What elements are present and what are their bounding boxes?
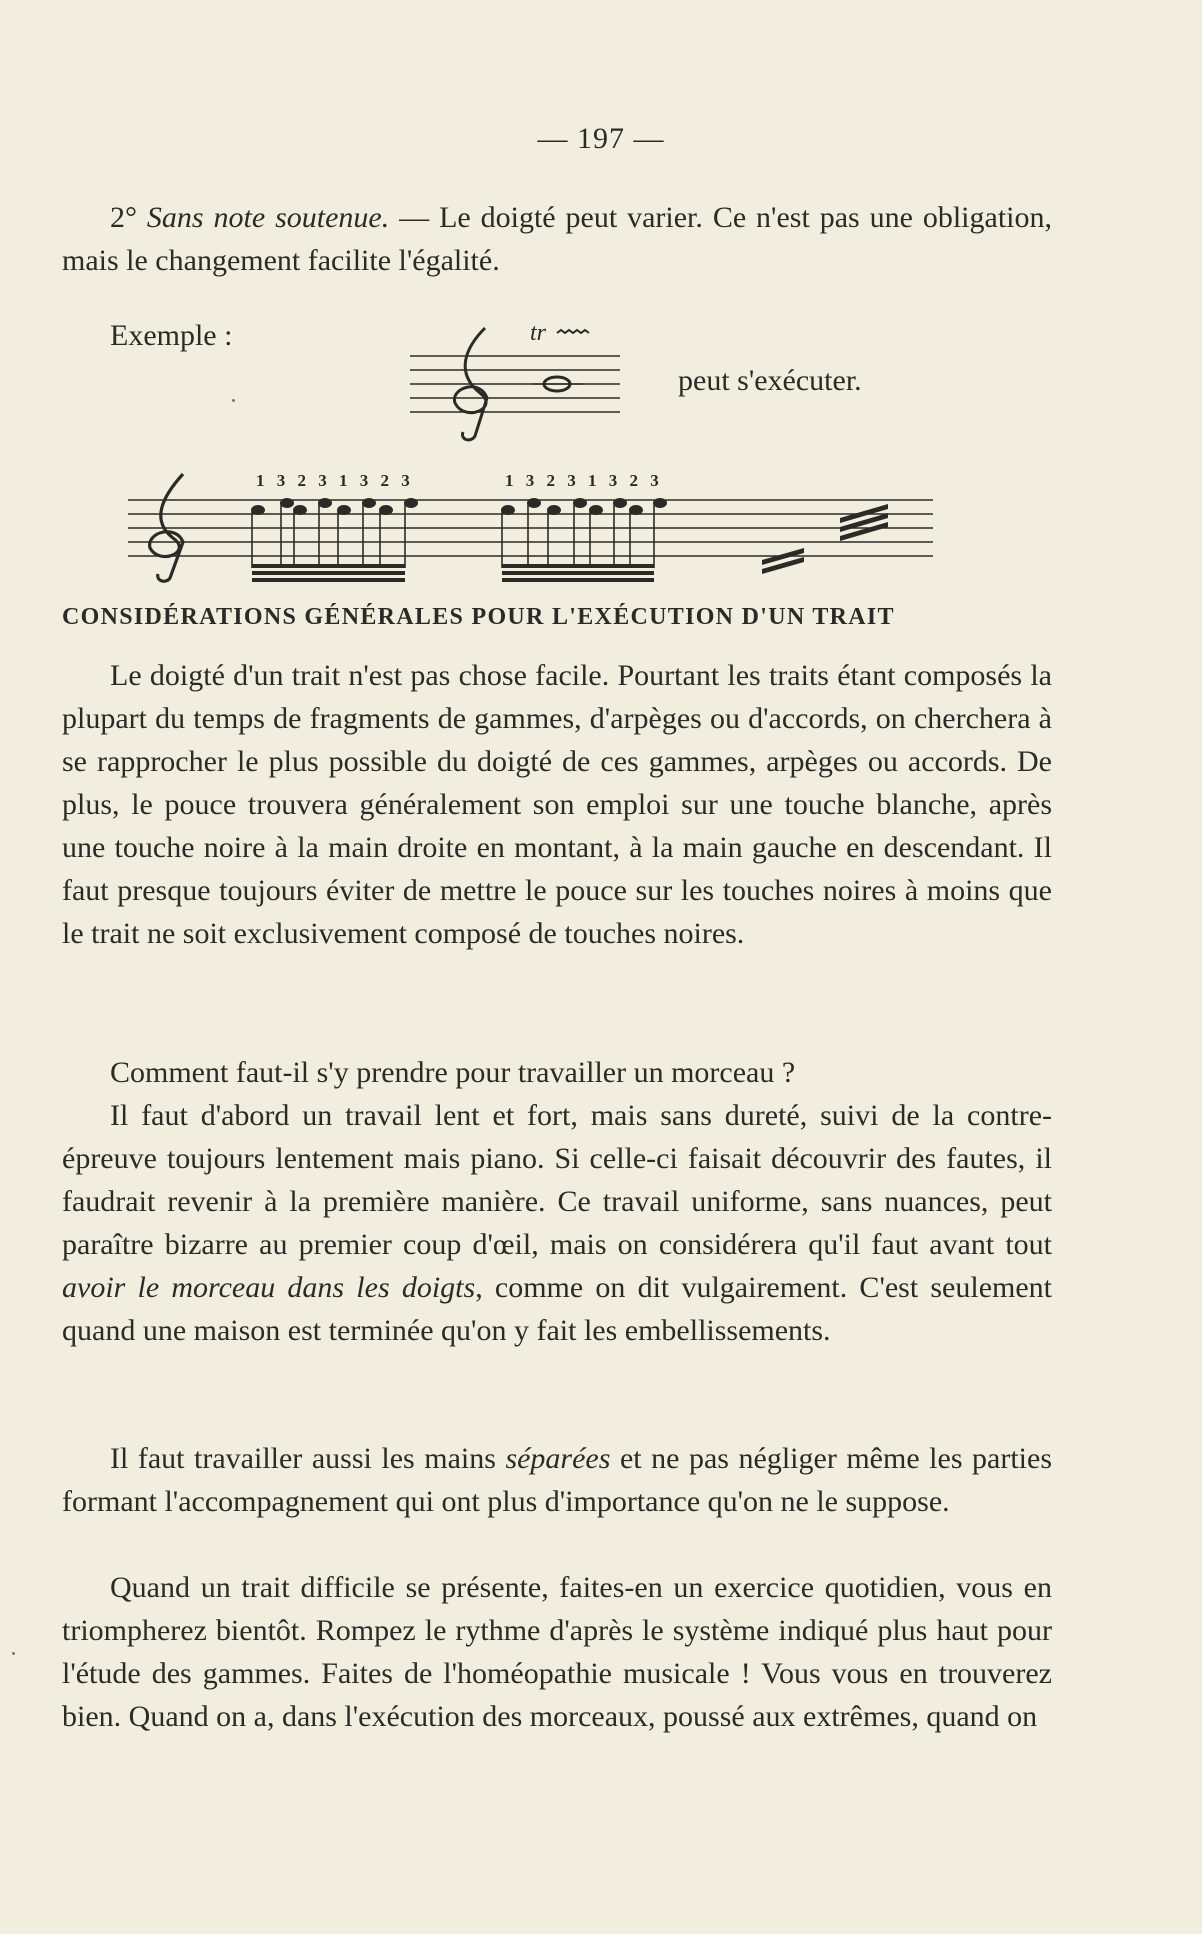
fingering-group-2: 1 3 2 3 1 3 2 3: [505, 471, 663, 490]
realization-staff: [128, 470, 938, 585]
paragraph-3: [62, 1094, 1052, 1352]
trill-wave-icon: [557, 330, 589, 333]
example-label: Exemple :: [110, 319, 233, 352]
intro-marker: 2°: [110, 201, 137, 234]
paragraph-2: [62, 1051, 1052, 1094]
example-suffix: peut s'exécuter.: [678, 364, 862, 397]
paragraph-4-text-after: et ne pas négliger même les parties formant l'accompagnement qui ont plus d'importance qu'on ne le suppose.: [62, 1442, 1053, 1518]
intro-heading: Sans note soutenue.: [146, 201, 390, 234]
paragraph-4-text-italic: séparées: [505, 1442, 611, 1475]
paragraph-4: [62, 1437, 1052, 1523]
paragraph-5: [62, 1566, 1052, 1738]
whole-note-icon: [533, 377, 583, 391]
paragraph-3-text-italic: avoir le morceau dans les doigts: [62, 1271, 476, 1304]
paper-speck: [232, 399, 235, 402]
fingering-group-1: 1 3 2 3 1 3 2 3: [256, 471, 414, 490]
intro-paragraph: [62, 196, 1052, 282]
trill-example-staff: [405, 318, 625, 443]
paragraph-5-text: Quand un trait difficile se présente, faites-en un exercice quotidien, vous en triompherez bientôt. Rompez le rythme d'après le système indiqué plus haut pour l'étude des gammes. Faites de l'homéopathie musicale ! Vous vous en trouverez bien. Quand on a, dans l'exécution des morceaux, poussé aux extrêmes, quand on: [62, 1571, 1052, 1733]
beams-group-1: [252, 564, 405, 582]
paragraph-4-text-before: Il faut travailler aussi les mains: [110, 1442, 506, 1475]
paragraph-1: [62, 654, 1052, 955]
paper-speck: [12, 1652, 15, 1655]
paragraph-2-text: Comment faut-il s'y prendre pour travailler un morceau ?: [110, 1056, 796, 1089]
section-heading: CONSIDÉRATIONS GÉNÉRALES POUR L'EXÉCUTION D'UN TRAIT: [62, 604, 895, 630]
paragraph-1-text: Le doigté d'un trait n'est pas chose facile. Pourtant les traits étant composés la plupart du temps de fragments de gammes, d'arpèges ou d'accords, on cherchera à se rapprocher le plus possible du doigté de ces gammes, arpèges ou accords. De plus, le pouce trouvera généralement son emploi sur une touche blanche, après une touche noire à la main droite en montant, à la main gauche en descendant. Il faut presque toujours éviter de mettre le pouce sur les touches noires à moins que le trait ne soit exclusivement composé de touches noires.: [62, 659, 1052, 950]
trill-ornament: tr: [530, 320, 547, 346]
page-number: — 197 —: [537, 122, 665, 155]
paragraph-3-text-before: Il faut d'abord un travail lent et fort, mais sans dureté, suivi de la contre-épreuve toujours lentement mais piano. Si celle-ci faisait découvrir des fautes, il faudrait revenir à la première manière. Ce travail uniforme, sans nuances, peut paraître bizarre au premier coup d'œil, mais on considérera qu'il faut avant tout: [62, 1099, 1052, 1261]
beams-group-2: [502, 564, 654, 582]
paragraph-3-text-after: , comme on dit vulgairement. C'est seulement quand une maison est terminée qu'on y fait les embellissements.: [62, 1271, 1052, 1347]
intro-text: — Le doigté peut varier. Ce n'est pas une obligation, mais le changement facilite l'égalité.: [62, 201, 1053, 277]
